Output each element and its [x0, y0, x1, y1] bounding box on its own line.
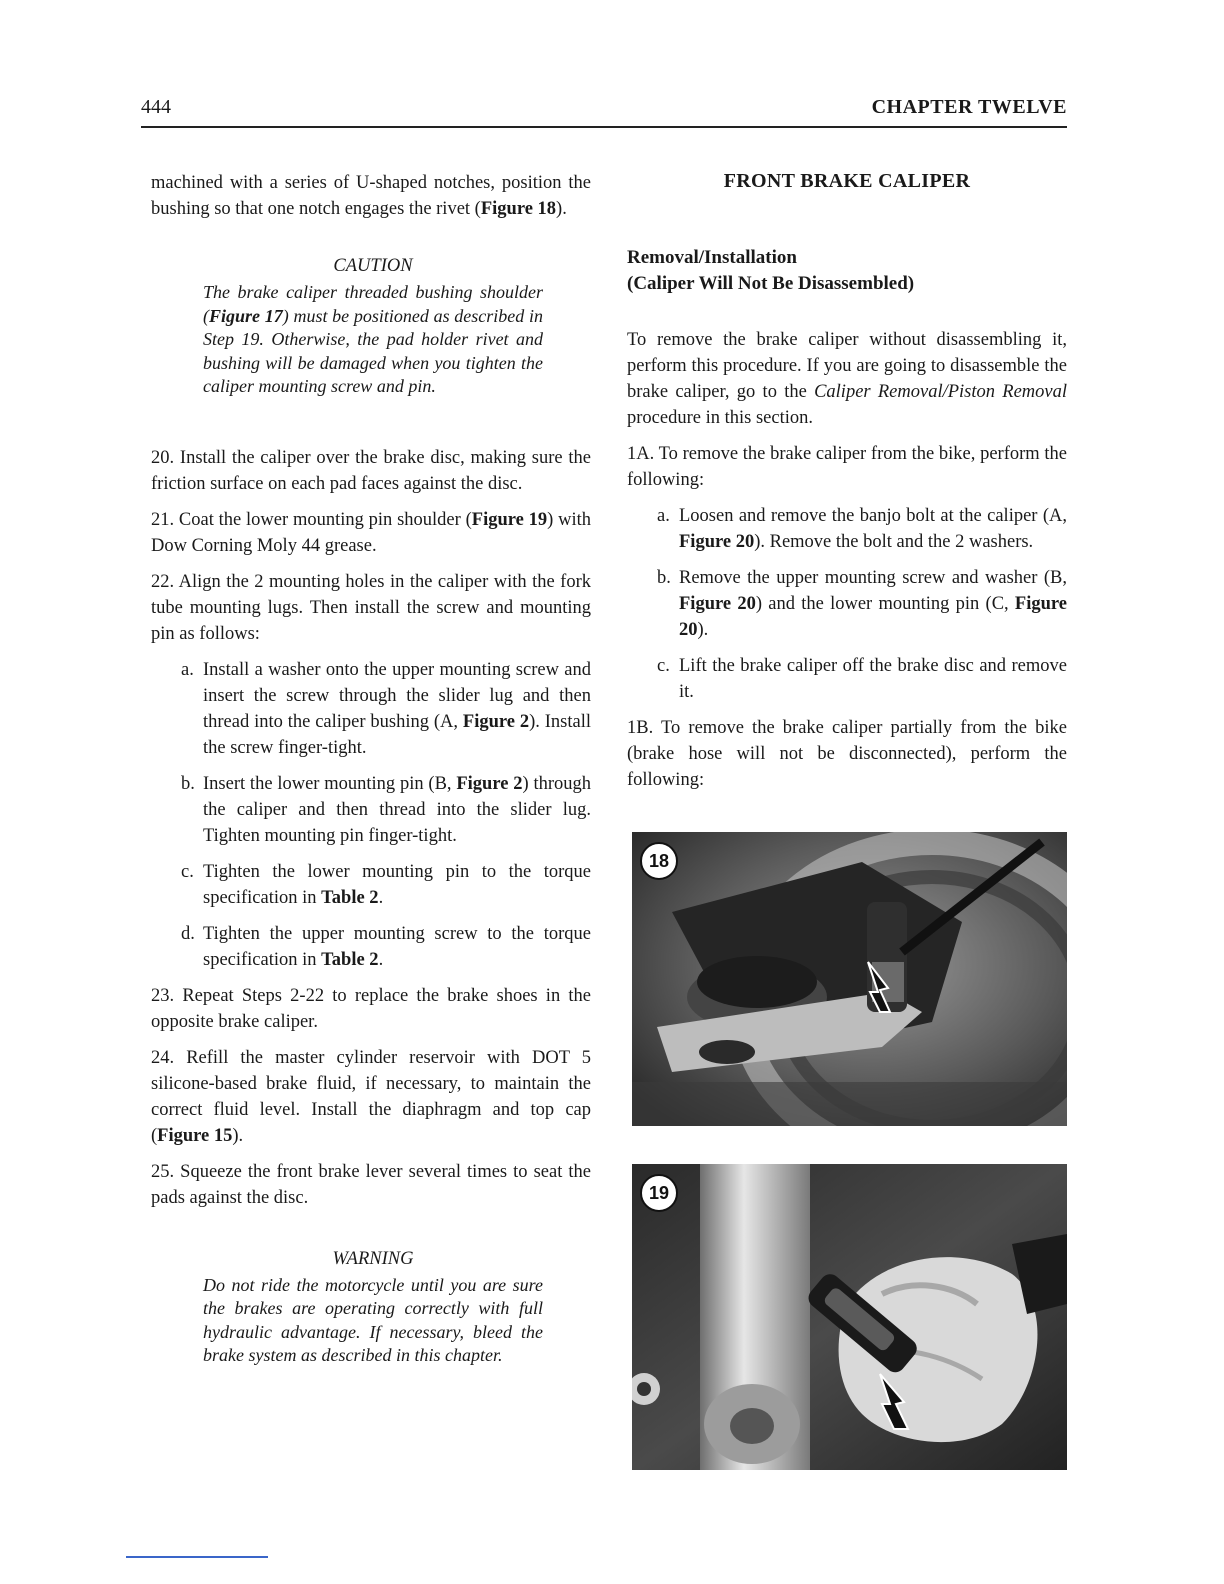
chapter-title: CHAPTER TWELVE	[871, 96, 1067, 118]
step-20: 20. Install the caliper over the brake disc, making sure the friction surface on each pad faces against the disc.	[151, 447, 591, 494]
sub-heading-caliper: (Caliper Will Not Be Disassembled)	[627, 273, 915, 294]
step-24: 24. Refill the master cylinder reservoir with DOT 5 silicone-based brake fluid, if necessary, to maintain the correct fluid level. Install the diaphragm and top cap (Figure 15).	[151, 1047, 591, 1146]
step-25: 25. Squeeze the front brake lever several times to seat the pads against the disc.	[151, 1161, 591, 1208]
substep-b: b. Remove the upper mounting screw and washer (B, Figure 20) and the lower mounting pin (C, Figure 20).	[657, 568, 1067, 640]
caliper-pin-photo-illustration	[632, 1164, 1067, 1470]
substep-a: a. Loosen and remove the banjo bolt at the caliper (A, Figure 20). Remove the bolt and the 2 washers.	[657, 506, 1067, 552]
step-22: 22. Align the 2 mounting holes in the caliper with the fork tube mounting lugs. Then install the screw and mounting pin as follows:	[151, 571, 591, 644]
step-23: 23. Repeat Steps 2-22 to replace the brake shoes in the opposite brake caliper.	[151, 985, 591, 1032]
caution-title: CAUTION	[333, 256, 413, 276]
procedure-ref: Caliper Removal/Piston Removal	[814, 382, 1067, 402]
caution-text: The brake caliper threaded bushing shoulder (Figure 17) must be positioned as described in Step 19. Otherwise, the pad holder rivet and bushing will be damaged when you tighten the caliper mounting screw and pin.	[203, 282, 543, 396]
warning-box	[203, 1249, 543, 1368]
page-header	[141, 96, 1067, 128]
caliper-photo-illustration	[632, 832, 1067, 1126]
figure-18-photo	[632, 832, 1067, 1126]
right-column	[627, 170, 1067, 803]
warning-title: WARNING	[332, 1248, 414, 1269]
substep-c: c. Lift the brake caliper off the brake disc and remove it.	[657, 656, 1067, 702]
step-22-substeps	[175, 657, 591, 973]
section-title: FRONT BRAKE CALIPER	[723, 170, 971, 192]
step-1a: 1A. To remove the brake caliper from the bike, perform the following:	[627, 444, 1067, 490]
step-1a-substeps	[651, 503, 1067, 705]
figure-ref: Figure 19	[471, 509, 548, 530]
step-21: 21. Coat the lower mounting pin shoulder (Figure 19) with Dow Corning Moly 44 grease.	[151, 509, 591, 556]
figure-ref: Figure 15	[157, 1125, 233, 1146]
intro-paragraph: machined with a series of U-shaped notches, position the bushing so that one notch engages the rivet (Figure 18).	[151, 173, 591, 219]
page-number: 444	[141, 96, 171, 118]
footer-divider	[126, 1556, 268, 1558]
figure-19-photo	[632, 1164, 1067, 1470]
substep-c: c. Tighten the lower mounting pin to the torque specification in Table 2.	[181, 861, 591, 908]
substep-a: a. Install a washer onto the upper mounting screw and insert the screw through the slider lug and then thread into the caliper bushing (A, Figure 2). Install the screw finger-tight.	[181, 659, 591, 758]
intro-paragraph-right: To remove the brake caliper without disassembling it, perform this procedure. If you are going to disassemble the brake caliper, go to the Caliper Removal/Piston Removal procedure in this section.	[627, 330, 1067, 428]
figure-19-badge: 19	[640, 1174, 678, 1212]
substep-d: d. Tighten the upper mounting screw to the torque specification in Table 2.	[181, 923, 591, 970]
figure-ref: Figure 17	[209, 305, 283, 326]
sub-heading-removal: Removal/Installation	[627, 247, 797, 268]
caution-box	[203, 256, 543, 399]
warning-text: Do not ride the motorcycle until you are sure the brakes are operating correctly with full hydraulic advantage. If necessary, bleed the brake system as described in this chapter.	[203, 1274, 543, 1365]
left-column	[151, 170, 591, 1368]
substep-b: b. Insert the lower mounting pin (B, Figure 2) through the caliper and then thread into the slider lug. Tighten mounting pin finger-tight.	[181, 773, 591, 846]
figure-18-badge: 18	[640, 842, 678, 880]
step-1b: 1B. To remove the brake caliper partially from the bike (brake hose will not be disconnected), perform the following:	[627, 718, 1067, 790]
figure-ref: Figure 18	[480, 199, 557, 219]
